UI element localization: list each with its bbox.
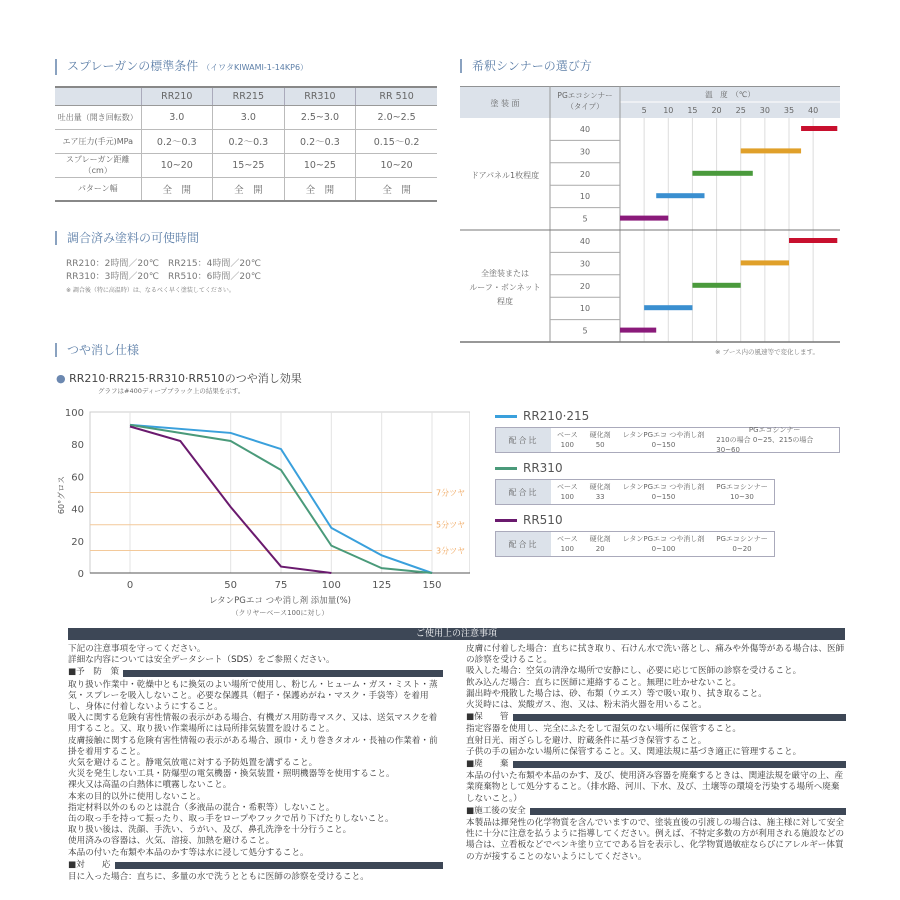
potlife-text: [66, 258, 261, 297]
mix-ratio-part: [710, 532, 773, 556]
thinner-section-title: 希釈シンナーの選び方: [460, 59, 592, 73]
spray-conditions-table: [55, 86, 437, 202]
gloss-chart: [40, 400, 470, 625]
part-value: 100: [560, 545, 575, 553]
y-tick-label: 20: [71, 536, 84, 548]
precaution-text: 火気を避けること。静電気放電に対する予防処置を講ずること。: [68, 758, 318, 769]
table-header: RR 510: [356, 87, 437, 105]
mix-ratio-key: 配合比: [496, 480, 551, 504]
precaution-text: 下記の注意事項を守ってください。: [68, 644, 206, 654]
table-row: [55, 105, 437, 129]
part-value: 0~150: [651, 441, 676, 449]
spray-section-title: スプレーガンの標準条件 （イワタKIWAMI-1-14KP6）: [55, 59, 308, 75]
x-tick-label: 75: [274, 580, 288, 591]
thinner-type-label: 10: [579, 192, 591, 202]
legend-name: RR310: [523, 461, 563, 475]
legend-line-icon: [495, 415, 517, 418]
table-row: [55, 177, 437, 201]
precaution-text: 取り扱い後は、洗顔、手洗い、うがい、及び、鼻孔洗浄を十分行うこと。: [68, 825, 352, 836]
y-tick-label: 80: [71, 440, 84, 452]
thinner-range-bar: [644, 305, 692, 310]
part-name: ベース: [557, 483, 578, 491]
precaution-text: 取り扱い作業中・乾燥中ともに換気のよい場所で使用し、粉じん・ヒューム・ガス・ミスト・蒸気・スプレーを吸入しないこと。必要な保護具（帽子・保護めがね・マスク・手袋等）を着用し、身体に付着しないようにすること。: [68, 679, 438, 713]
mix-ratio-part: [710, 428, 839, 452]
legend-entry: [495, 460, 845, 505]
cell-value: 全 開: [141, 177, 213, 201]
mix-ratio-box: [495, 531, 775, 557]
thinner-type-label: 20: [579, 169, 591, 179]
cell-value: 2.0~2.5: [356, 105, 437, 129]
thinner-range-bar: [656, 193, 704, 198]
table-row: [55, 129, 437, 153]
table-row: [55, 153, 437, 177]
precaution-subheading: [466, 806, 846, 817]
precaution-text: 漏出時や飛散した場合は、砂、布類（ウエス）等で吸い取り、拭き取ること。: [466, 688, 767, 699]
mix-ratio-part: [710, 480, 773, 504]
thinner-type-label: 5: [582, 326, 588, 336]
mix-ratio-part: [551, 480, 584, 504]
legend-name: RR210·215: [523, 409, 590, 423]
matte-subtitle: グラフは#400ディープブラック上の結果を示す。: [98, 387, 245, 395]
y-tick-label: 40: [71, 504, 84, 516]
potlife-note: ※ 調合後（特に高温時）は、なるべく早く塗装してください。: [66, 287, 235, 294]
mix-ratio-part: [584, 480, 617, 504]
header-temp: 温 度 （℃）: [705, 90, 755, 99]
x-tick-label: 50: [224, 580, 238, 591]
part-name: 硬化剤: [589, 431, 611, 439]
part-value: 50: [595, 441, 605, 449]
surface-label: ルーフ・ボンネット: [469, 283, 541, 292]
thinner-range-bar: [741, 260, 789, 265]
mix-ratio-part: [551, 532, 584, 556]
thinner-type-label: 10: [579, 304, 591, 314]
part-value: 20: [595, 545, 605, 553]
part-name: ベース: [557, 431, 578, 439]
temp-tick-label: 40: [808, 106, 819, 115]
part-value: 0~20: [732, 545, 752, 553]
temp-tick-label: 35: [783, 106, 795, 115]
gloss-reference-label: 3分ツヤ: [436, 546, 466, 556]
part-name: レタンPGエコ つや消し剤: [622, 431, 705, 439]
thinner-type-label: 40: [579, 237, 591, 246]
table-header: [55, 87, 141, 105]
x-tick-label: 125: [372, 580, 392, 591]
legend-line-icon: [495, 467, 517, 470]
thinner-range-bar: [789, 238, 837, 243]
subheading-label: ■施工後の安全: [466, 805, 526, 816]
mix-ratio-legend: [495, 408, 845, 564]
precaution-text: 皮膚接触に関する危険有害性情報の表示がある場合、頭巾・えり巻きタオル・長袖の作業着・前掛を着用すること。: [68, 735, 438, 757]
cell-value: 10~20: [356, 153, 437, 177]
precaution-text: 詳細な内容については安全データシート（SDS）をご参照ください。: [68, 655, 335, 666]
temp-tick-label: 5: [641, 106, 647, 115]
thinner-range-bar: [620, 328, 656, 333]
part-name: PGエコシンナー: [716, 483, 768, 491]
header-surface: 塗 装 面: [490, 99, 520, 108]
row-label: エア圧力(手元)MPa: [55, 129, 141, 153]
precaution-text: 本製品は揮発性の化学物質を含んでいますので、塗装直後の引渡しの場合は、施主様に対して安全性に十分に注意を払うように指導してください。例えば、不特定多数の方が利用される施設などの場合は、立看板などでペンキ塗り立てである旨を表示し、化学物質過敏症ならびにアレルギー体質の方が接することのないようにしてください。: [466, 818, 845, 862]
thinner-chart: [460, 86, 845, 346]
legend-title: [495, 512, 845, 528]
subheading-bar: [513, 761, 847, 768]
subheading-label: ■保 管: [466, 712, 509, 723]
precautions-right: [466, 644, 846, 863]
precaution-text: 目に入った場合：直ちに、多量の水で洗うとともに医師の診察を受けること。: [68, 872, 369, 883]
row-label: パターン幅: [55, 177, 141, 201]
temp-tick-label: 15: [687, 106, 698, 115]
thinner-range-bar: [801, 126, 837, 131]
precaution-text: 指定容器を使用し、完全にふたをして湿気のない場所に保管すること。: [466, 724, 742, 735]
precautions-left: [68, 644, 443, 883]
part-value: 100: [560, 493, 575, 501]
part-value: 33: [595, 493, 605, 501]
table-header: RR310: [284, 87, 356, 105]
mix-ratio-key: 配合比: [496, 428, 551, 452]
subheading-bar: [513, 714, 847, 721]
cell-value: 0.2～0.3: [284, 129, 356, 153]
subheading-label: ■対 応: [68, 859, 111, 870]
matte-heading: [56, 370, 302, 386]
subheading-label: ■予 防 策: [68, 667, 120, 678]
cell-value: 0.15～0.2: [356, 129, 437, 153]
precaution-text: 吸入した場合：空気の清浄な場所で安静にし、必要に応じて医師の診察を受けること。: [466, 666, 802, 677]
thinner-range-bar: [620, 216, 668, 221]
row-label: 吐出量（開き回転数）: [55, 105, 141, 129]
matte-section-title: つや消し仕様: [55, 343, 139, 357]
x-tick-label: 100: [321, 580, 341, 591]
precaution-subheading: [68, 667, 443, 678]
potlife-line: RR210：2時間／20℃ RR215：4時間／20℃: [66, 259, 261, 269]
mix-ratio-part: [584, 532, 617, 556]
temp-tick-label: 10: [663, 106, 674, 115]
thinner-type-label: 40: [579, 125, 591, 134]
part-name: レタンPGエコ つや消し剤: [622, 483, 705, 491]
precaution-text: 本品の付いた布類や本品のかす等は水に浸して処分すること。: [68, 847, 309, 858]
cell-value: 0.2～0.3: [141, 129, 213, 153]
legend-title: [495, 408, 845, 424]
part-value: 100: [560, 441, 575, 449]
surface-label: 程度: [497, 297, 513, 306]
matte-heading-text: RR210·RR215·RR310·RR510のつや消し効果: [69, 372, 302, 385]
x-tick-label: 150: [422, 580, 442, 591]
part-name: PGエコシンナー: [716, 535, 768, 543]
mix-ratio-box: [495, 479, 775, 505]
mix-ratio-part: [617, 532, 711, 556]
precaution-text: 指定材料以外のものとは混合（多液品の混合・希釈等）しないこと。: [68, 802, 335, 813]
precaution-text: 本品の付いた布類や本品のかす、及び、使用済み容器を廃棄するときは、関連法規を厳守の上、産業廃棄物として処分すること。（排水路、河川、下水、及び、土壌等の環境を汚染する場所へ廃棄しないこと。）: [466, 771, 844, 804]
precaution-subheading: [466, 712, 846, 723]
subheading-bar: [530, 808, 846, 815]
cell-value: 15~25: [213, 153, 285, 177]
y-tick-label: 100: [64, 408, 84, 419]
precaution-text: 飲み込んだ場合：直ちに医師に連絡すること。無理に吐かせないこと。: [466, 677, 742, 688]
cell-value: 10~20: [141, 153, 213, 177]
precaution-text: 本来の目的以外に使用しないこと。: [68, 791, 206, 802]
part-value: 0~100: [651, 545, 676, 553]
gloss-reference-label: 7分ツヤ: [436, 488, 466, 498]
surface-label: ドアパネル1枚程度: [470, 171, 540, 180]
precaution-text: 使用済みの容器は、火気、溶接、加熱を避けること。: [68, 836, 275, 847]
thinner-type-label: 30: [579, 259, 591, 269]
mix-ratio-key: 配合比: [496, 532, 551, 556]
temp-tick-label: 20: [711, 106, 722, 115]
precaution-text: 缶の取っ手を持って振ったり、取っ手をロープやフックで吊り下げたりしないこと。: [68, 814, 394, 825]
cell-value: 2.5~3.0: [284, 105, 356, 129]
legend-title: [495, 460, 845, 476]
potlife-section-title: 調合済み塗料の可使時間: [55, 231, 199, 245]
thinner-range-bar: [741, 148, 801, 153]
mix-ratio-part: [617, 428, 711, 452]
part-value: 10~30: [730, 493, 754, 501]
cell-value: 10~25: [284, 153, 356, 177]
bullet-icon: ●: [56, 372, 66, 385]
mix-ratio-part: [551, 428, 584, 452]
mix-ratio-box: [495, 427, 840, 453]
precaution-text: 火災を発生しない工具・防爆型の電気機器・換気装置・照明機器等を使用すること。: [68, 769, 395, 780]
temp-tick-label: 25: [735, 106, 746, 115]
precautions-header: ご使用上の注意事項: [68, 628, 845, 640]
part-name: ベース: [557, 535, 578, 543]
x-axis-label: レタンPGエコ つや消し剤 添加量(%): [209, 596, 351, 606]
mix-ratio-part: [617, 480, 711, 504]
part-name: 硬化剤: [589, 535, 611, 543]
subheading-label: ■廃 棄: [466, 759, 509, 770]
x-tick-label: 0: [126, 580, 134, 591]
precaution-text: 直射日光、雨ざらしを避け、貯蔵条件に基づき保管すること。: [466, 735, 707, 746]
precaution-text: 子供の手の届かない場所に保管すること。又、関連法規に基づき適正に管理すること。: [466, 746, 802, 757]
part-name: PGエコシンナー: [748, 426, 801, 434]
y-tick-label: 60: [71, 472, 84, 484]
thinner-type-label: 5: [582, 214, 588, 224]
thinner-note: ※ ブース内の風速等で変化します。: [715, 348, 819, 356]
y-tick-label: 0: [77, 569, 84, 580]
part-value: 210の場合 0~25、215の場合 30~60: [716, 436, 814, 454]
potlife-line: RR310：3時間／20℃ RR510：6時間／20℃: [66, 272, 261, 282]
temp-tick-label: 30: [759, 106, 770, 115]
precaution-subheading: [68, 860, 443, 871]
gloss-reference-label: 5分ツヤ: [436, 520, 466, 530]
cell-value: 全 開: [284, 177, 356, 201]
thinner-type-label: 20: [579, 281, 591, 291]
header-type: PGエコシンナー: [557, 91, 613, 100]
part-name: 硬化剤: [589, 483, 611, 491]
thinner-range-bar: [692, 171, 752, 176]
y-axis-label: 60°グロス: [57, 475, 66, 515]
cell-value: 0.2～0.3: [213, 129, 285, 153]
precaution-text: 火災時には、炭酸ガス、泡、又は、粉末消火器を用いること。: [466, 700, 707, 711]
subheading-bar: [115, 862, 444, 869]
table-header: RR210: [141, 87, 213, 105]
precaution-text: 吸入に関する危険有害性情報の表示がある場合、有機ガス用防毒マスク、又は、送気マスクを着用すること。又、取り扱い作業場所には局所排気装置を設けること。: [68, 713, 438, 735]
row-label: スプレーガン距離（cm）: [55, 153, 141, 177]
thinner-range-bar: [692, 283, 740, 288]
surface-label: 全塗装または: [481, 269, 529, 278]
legend-entry: [495, 408, 845, 453]
precaution-text: 裸火又は高温の白熱体に噴霧しないこと。: [68, 780, 232, 791]
cell-value: 全 開: [213, 177, 285, 201]
subheading-bar: [123, 670, 443, 677]
header-type: （タイプ）: [566, 102, 604, 111]
table-header: RR215: [213, 87, 285, 105]
cell-value: 全 開: [356, 177, 437, 201]
precaution-text: 皮膚に付着した場合：直ちに拭き取り、石けん水で洗い落とし、痛みや外傷等がある場合は、医師の診察を受けること。: [466, 644, 845, 666]
x-axis-sublabel: （クリヤーベース100に対し）: [231, 609, 329, 617]
mix-ratio-part: [584, 428, 617, 452]
part-name: レタンPGエコ つや消し剤: [622, 535, 705, 543]
legend-line-icon: [495, 519, 517, 522]
legend-entry: [495, 512, 845, 557]
part-value: 0~150: [651, 493, 676, 501]
legend-name: RR510: [523, 513, 563, 527]
thinner-type-label: 30: [579, 147, 591, 157]
cell-value: 3.0: [213, 105, 285, 129]
precaution-subheading: [466, 759, 846, 770]
cell-value: 3.0: [141, 105, 213, 129]
